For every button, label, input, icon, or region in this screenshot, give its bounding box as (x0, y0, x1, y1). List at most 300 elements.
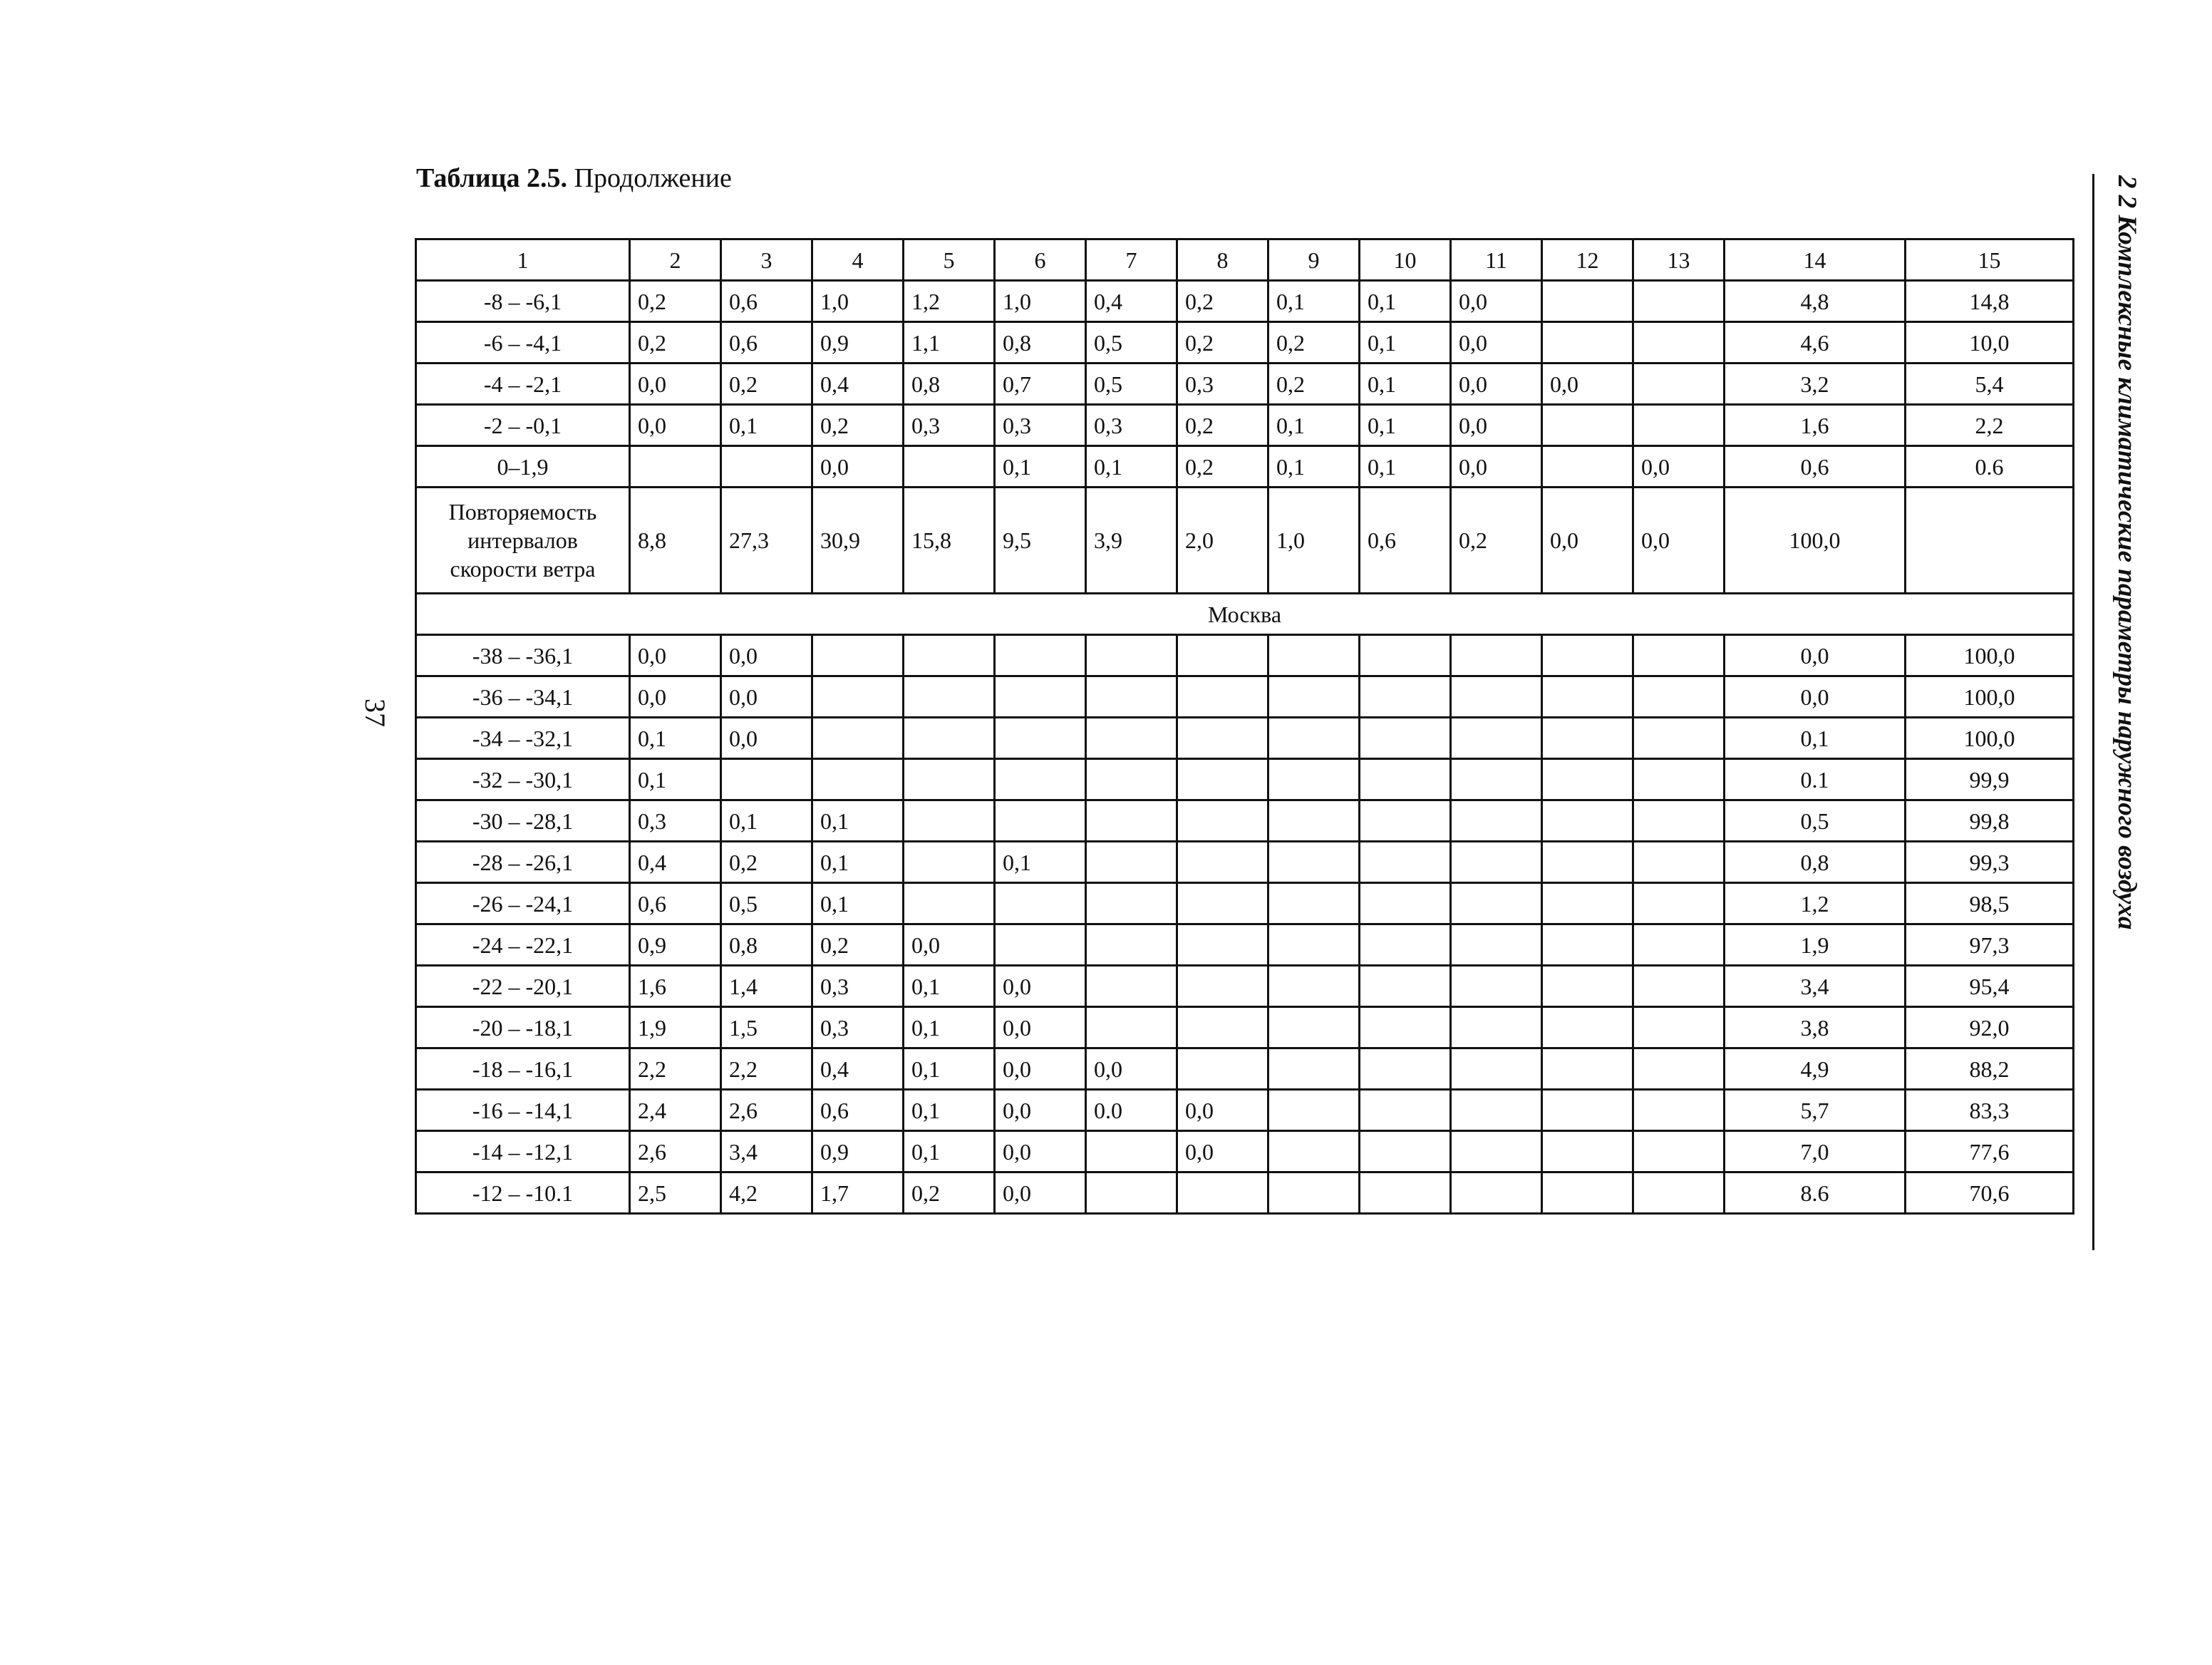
value-cell (995, 924, 1086, 966)
header-row (416, 239, 2074, 281)
value-cell: 83,3 (1906, 1090, 2074, 1131)
value-cell: 0,1 (904, 1090, 995, 1131)
table-row (416, 364, 2074, 405)
value-cell: 0,9 (812, 1131, 904, 1172)
value-cell (1360, 1172, 1451, 1214)
value-cell: 0,0 (995, 1131, 1086, 1172)
value-cell (1451, 635, 1542, 676)
value-cell (1360, 1131, 1451, 1172)
value-cell: 0,0 (721, 718, 812, 759)
value-cell: 0,9 (630, 924, 721, 966)
value-cell: 7 (1086, 239, 1177, 281)
value-cell: 0,8 (1725, 842, 1906, 883)
value-cell (1633, 966, 1725, 1007)
value-cell: 0,1 (904, 966, 995, 1007)
value-cell (904, 800, 995, 842)
value-cell: 0,2 (1177, 446, 1268, 488)
value-cell: 4 (812, 239, 904, 281)
value-cell: 0,0 (904, 924, 995, 966)
value-cell: 6 (995, 239, 1086, 281)
value-cell: 13 (1633, 239, 1725, 281)
value-cell (1268, 883, 1360, 924)
value-cell: 99,8 (1906, 800, 2074, 842)
value-cell: 1,4 (721, 966, 812, 1007)
value-cell (1086, 1007, 1177, 1048)
value-cell: 0,1 (1086, 446, 1177, 488)
value-cell: 0,3 (630, 800, 721, 842)
page-number: 37 (359, 699, 391, 727)
value-cell (1451, 842, 1542, 883)
table-row (416, 446, 2074, 488)
value-cell: 0,1 (1268, 281, 1360, 322)
value-cell (1177, 800, 1268, 842)
value-cell: 14,8 (1906, 281, 2074, 322)
value-cell (995, 800, 1086, 842)
value-cell: 2,6 (721, 1090, 812, 1131)
value-cell: 0,0 (630, 676, 721, 718)
value-cell (1268, 1131, 1360, 1172)
value-cell: 9,5 (995, 488, 1086, 594)
value-cell: 0,1 (1360, 322, 1451, 364)
value-cell (1542, 1007, 1633, 1048)
value-cell: 0,5 (1086, 322, 1177, 364)
value-cell (904, 676, 995, 718)
value-cell: 0,4 (812, 364, 904, 405)
value-cell: 1,1 (904, 322, 995, 364)
value-cell: 0,8 (904, 364, 995, 405)
value-cell: 3 (721, 239, 812, 281)
value-cell: 0,0 (1177, 1090, 1268, 1131)
value-cell: 0,2 (904, 1172, 995, 1214)
value-cell: 15 (1906, 239, 2074, 281)
value-cell (995, 883, 1086, 924)
row-label-cell: -8 – -6,1 (416, 281, 630, 322)
row-label-cell: -36 – -34,1 (416, 676, 630, 718)
value-cell: 1,9 (630, 1007, 721, 1048)
value-cell: 0,1 (1360, 364, 1451, 405)
section-title-moscow: Москва (416, 594, 2074, 635)
value-cell: 0,6 (1360, 488, 1451, 594)
value-cell: 0,0 (1451, 446, 1542, 488)
value-cell (1086, 966, 1177, 1007)
value-cell: 0,1 (630, 718, 721, 759)
value-cell: 0,2 (1177, 281, 1268, 322)
value-cell (1086, 842, 1177, 883)
value-cell (1633, 800, 1725, 842)
value-cell (1542, 966, 1633, 1007)
value-cell: 2,2 (630, 1048, 721, 1090)
value-cell (1177, 759, 1268, 800)
value-cell (1542, 1172, 1633, 1214)
table-row (416, 883, 2074, 924)
value-cell: 0,2 (721, 364, 812, 405)
running-title: 2 2 Комплексные климатические параметры наружного воздуха (2112, 175, 2141, 930)
row-label-cell: -12 – -10.1 (416, 1172, 630, 1214)
value-cell: 0,0 (1177, 1131, 1268, 1172)
value-cell: 0,0 (1725, 635, 1906, 676)
table-row (416, 635, 2074, 676)
value-cell (1542, 759, 1633, 800)
value-cell (1451, 966, 1542, 1007)
value-cell: 0,9 (812, 322, 904, 364)
value-cell: 0,1 (904, 1131, 995, 1172)
value-cell: 0.0 (1086, 1090, 1177, 1131)
value-cell (1542, 1048, 1633, 1090)
value-cell: 0,2 (630, 322, 721, 364)
value-cell: 95,4 (1906, 966, 2074, 1007)
table-row (416, 924, 2074, 966)
value-cell (1633, 635, 1725, 676)
value-cell: 4,6 (1725, 322, 1906, 364)
value-cell (1268, 759, 1360, 800)
value-cell: 11 (1451, 239, 1542, 281)
value-cell: 2,6 (630, 1131, 721, 1172)
value-cell: 0,1 (1360, 446, 1451, 488)
value-cell: 0,2 (630, 281, 721, 322)
value-cell: 30,9 (812, 488, 904, 594)
value-cell: 0,1 (995, 446, 1086, 488)
value-cell (1451, 924, 1542, 966)
table-caption-label: Таблица 2.5. (416, 163, 568, 193)
value-cell (1268, 966, 1360, 1007)
value-cell (1360, 924, 1451, 966)
value-cell (1542, 883, 1633, 924)
value-cell: 2 (630, 239, 721, 281)
table-row (416, 1172, 2074, 1214)
table-row (416, 676, 2074, 718)
row-label-cell: -22 – -20,1 (416, 966, 630, 1007)
value-cell: 0,1 (721, 405, 812, 446)
value-cell: 4,9 (1725, 1048, 1906, 1090)
value-cell: 0,0 (1451, 405, 1542, 446)
value-cell: 0,6 (1725, 446, 1906, 488)
value-cell (1542, 405, 1633, 446)
value-cell: 0,2 (1177, 405, 1268, 446)
value-cell: 0,0 (630, 364, 721, 405)
value-cell: 2,5 (630, 1172, 721, 1214)
table-row (416, 1131, 2074, 1172)
value-cell (1086, 924, 1177, 966)
value-cell: 4,2 (721, 1172, 812, 1214)
value-cell: 2,2 (721, 1048, 812, 1090)
table-row (416, 800, 2074, 842)
value-cell (1633, 718, 1725, 759)
value-cell (630, 446, 721, 488)
value-cell: 0,1 (630, 759, 721, 800)
value-cell: 0,1 (1725, 718, 1906, 759)
value-cell: 100,0 (1906, 676, 2074, 718)
value-cell (1633, 759, 1725, 800)
table-caption-text: Продолжение (574, 163, 732, 193)
table-row (416, 1007, 2074, 1048)
row-label-cell: -24 – -22,1 (416, 924, 630, 966)
table-row (416, 1048, 2074, 1090)
value-cell: 1,7 (812, 1172, 904, 1214)
value-cell: 0,1 (1360, 281, 1451, 322)
row-label-cell: 0–1,9 (416, 446, 630, 488)
value-cell (1542, 446, 1633, 488)
value-cell: 0,1 (904, 1048, 995, 1090)
value-cell (1268, 1090, 1360, 1131)
side-rule (2092, 174, 2094, 1250)
value-cell: 3,4 (721, 1131, 812, 1172)
value-cell (1542, 800, 1633, 842)
row-label-cell: -2 – -0,1 (416, 405, 630, 446)
value-cell (1268, 924, 1360, 966)
value-cell: 0,0 (630, 635, 721, 676)
value-cell: 0,1 (721, 800, 812, 842)
value-cell: 0,3 (995, 405, 1086, 446)
wind-speed-temperature-table (415, 238, 2074, 1215)
value-cell: 2,4 (630, 1090, 721, 1131)
value-cell (1086, 800, 1177, 842)
table-row (416, 1090, 2074, 1131)
value-cell (995, 676, 1086, 718)
value-cell: 1,2 (1725, 883, 1906, 924)
value-cell (1268, 676, 1360, 718)
value-cell (1451, 718, 1542, 759)
value-cell: 12 (1542, 239, 1633, 281)
value-cell (995, 718, 1086, 759)
value-cell: 0,2 (721, 842, 812, 883)
value-cell: 15,8 (904, 488, 995, 594)
value-cell: 0,0 (1086, 1048, 1177, 1090)
value-cell (1360, 676, 1451, 718)
value-cell: 0,2 (812, 405, 904, 446)
value-cell (1177, 966, 1268, 1007)
value-cell: 1,6 (1725, 405, 1906, 446)
value-cell (1633, 405, 1725, 446)
value-cell (904, 759, 995, 800)
value-cell (1360, 1007, 1451, 1048)
repeatability-row (416, 488, 2074, 594)
value-cell: 5,4 (1906, 364, 2074, 405)
value-cell (1451, 1131, 1542, 1172)
value-cell (1633, 924, 1725, 966)
value-cell (812, 676, 904, 718)
row-label-cell: -4 – -2,1 (416, 364, 630, 405)
value-cell: 0,1 (812, 800, 904, 842)
row-label-cell: -14 – -12,1 (416, 1131, 630, 1172)
value-cell: 0,8 (721, 924, 812, 966)
table-row (416, 842, 2074, 883)
value-cell (1451, 759, 1542, 800)
value-cell (1633, 676, 1725, 718)
value-cell: 0,5 (721, 883, 812, 924)
value-cell: 9 (1268, 239, 1360, 281)
value-cell: 0,1 (1360, 405, 1451, 446)
value-cell (1451, 1007, 1542, 1048)
value-cell: 0,2 (1451, 488, 1542, 594)
value-cell: 0,0 (995, 1090, 1086, 1131)
value-cell: 0,0 (1451, 281, 1542, 322)
value-cell: 0,1 (1268, 446, 1360, 488)
value-cell (1633, 1007, 1725, 1048)
value-cell: 1,5 (721, 1007, 812, 1048)
value-cell (1177, 924, 1268, 966)
value-cell (1177, 676, 1268, 718)
value-cell: 100,0 (1906, 718, 2074, 759)
value-cell: 0,6 (630, 883, 721, 924)
value-cell: 0,0 (995, 1172, 1086, 1214)
row-label-cell: 1 (416, 239, 630, 281)
table-row (416, 966, 2074, 1007)
value-cell (1451, 800, 1542, 842)
value-cell: 100,0 (1906, 635, 2074, 676)
value-cell: 0,6 (721, 322, 812, 364)
value-cell: 7,0 (1725, 1131, 1906, 1172)
value-cell (1177, 718, 1268, 759)
value-cell: 0,1 (812, 842, 904, 883)
value-cell: 0,3 (812, 1007, 904, 1048)
value-cell (1451, 676, 1542, 718)
value-cell (995, 759, 1086, 800)
value-cell: 0,2 (1268, 364, 1360, 405)
value-cell: 0,0 (1542, 488, 1633, 594)
row-label-cell: -34 – -32,1 (416, 718, 630, 759)
value-cell: 3,9 (1086, 488, 1177, 594)
value-cell: 0,7 (995, 364, 1086, 405)
value-cell (1633, 842, 1725, 883)
value-cell (721, 446, 812, 488)
value-cell: 3,8 (1725, 1007, 1906, 1048)
value-cell (1633, 281, 1725, 322)
value-cell: 0,0 (721, 676, 812, 718)
value-cell (1633, 883, 1725, 924)
row-label-cell: -30 – -28,1 (416, 800, 630, 842)
row-label-cell: Повторяемость интервалов скорости ветра (416, 488, 630, 594)
value-cell (904, 883, 995, 924)
row-label-cell: -18 – -16,1 (416, 1048, 630, 1090)
table-row (416, 281, 2074, 322)
value-cell: 1,6 (630, 966, 721, 1007)
row-label-cell: -32 – -30,1 (416, 759, 630, 800)
value-cell: 98,5 (1906, 883, 2074, 924)
table-row (416, 405, 2074, 446)
value-cell (904, 635, 995, 676)
value-cell (812, 759, 904, 800)
value-cell: 0,0 (812, 446, 904, 488)
value-cell (1360, 759, 1451, 800)
value-cell (1268, 1048, 1360, 1090)
value-cell (1542, 842, 1633, 883)
value-cell (1542, 1090, 1633, 1131)
value-cell (1360, 800, 1451, 842)
value-cell: 8 (1177, 239, 1268, 281)
value-cell: 0,3 (1177, 364, 1268, 405)
value-cell (1177, 883, 1268, 924)
value-cell: 4,8 (1725, 281, 1906, 322)
value-cell (1086, 1131, 1177, 1172)
value-cell: 0,2 (1268, 322, 1360, 364)
value-cell: 99,3 (1906, 842, 2074, 883)
value-cell: 0,1 (995, 842, 1086, 883)
value-cell (904, 842, 995, 883)
value-cell (1633, 1048, 1725, 1090)
value-cell (1633, 364, 1725, 405)
value-cell: 5 (904, 239, 995, 281)
value-cell (812, 635, 904, 676)
value-cell (1451, 1048, 1542, 1090)
value-cell: 8.6 (1725, 1172, 1906, 1214)
value-cell: 0,0 (630, 405, 721, 446)
value-cell (1086, 1172, 1177, 1214)
value-cell: 97,3 (1906, 924, 2074, 966)
value-cell (1542, 1131, 1633, 1172)
value-cell: 0,0 (1725, 676, 1906, 718)
row-label-cell: -20 – -18,1 (416, 1007, 630, 1048)
section-row-moscow (416, 594, 2074, 635)
value-cell (1268, 718, 1360, 759)
value-cell (1633, 322, 1725, 364)
value-cell: 0,1 (1268, 405, 1360, 446)
value-cell: 1,2 (904, 281, 995, 322)
table-row (416, 759, 2074, 800)
value-cell: 70,6 (1906, 1172, 2074, 1214)
value-cell: 8,8 (630, 488, 721, 594)
value-cell (1451, 883, 1542, 924)
value-cell (1177, 842, 1268, 883)
row-label-cell: -28 – -26,1 (416, 842, 630, 883)
value-cell: 0,0 (1451, 322, 1542, 364)
value-cell (1542, 322, 1633, 364)
value-cell (721, 759, 812, 800)
value-cell: 27,3 (721, 488, 812, 594)
value-cell: 0,1 (812, 883, 904, 924)
value-cell: 77,6 (1906, 1131, 2074, 1172)
value-cell: 10 (1360, 239, 1451, 281)
value-cell: 1,0 (1268, 488, 1360, 594)
value-cell (1268, 800, 1360, 842)
value-cell: 0,2 (1177, 322, 1268, 364)
value-cell (1542, 718, 1633, 759)
value-cell (1086, 635, 1177, 676)
value-cell: 0,3 (904, 405, 995, 446)
value-cell (1268, 1007, 1360, 1048)
value-cell: 0,1 (904, 1007, 995, 1048)
value-cell: 10,0 (1906, 322, 2074, 364)
value-cell (1360, 883, 1451, 924)
value-cell (1268, 842, 1360, 883)
value-cell (1268, 635, 1360, 676)
value-cell: 3,2 (1725, 364, 1906, 405)
value-cell (812, 718, 904, 759)
value-cell (1360, 718, 1451, 759)
value-cell: 0,0 (1542, 364, 1633, 405)
value-cell (1086, 883, 1177, 924)
value-cell: 0,4 (1086, 281, 1177, 322)
value-cell: 0,4 (630, 842, 721, 883)
value-cell: 0.6 (1906, 446, 2074, 488)
value-cell: 14 (1725, 239, 1906, 281)
value-cell (1086, 759, 1177, 800)
value-cell (1360, 966, 1451, 1007)
value-cell: 1,9 (1725, 924, 1906, 966)
value-cell (1451, 1172, 1542, 1214)
value-cell: 0,5 (1086, 364, 1177, 405)
value-cell: 1,0 (812, 281, 904, 322)
value-cell: 0,2 (812, 924, 904, 966)
value-cell (1633, 1172, 1725, 1214)
value-cell: 3,4 (1725, 966, 1906, 1007)
value-cell (1360, 635, 1451, 676)
value-cell (1177, 635, 1268, 676)
value-cell: 0,0 (1633, 488, 1725, 594)
value-cell (1542, 924, 1633, 966)
value-cell (1177, 1048, 1268, 1090)
table-row (416, 718, 2074, 759)
value-cell (904, 446, 995, 488)
